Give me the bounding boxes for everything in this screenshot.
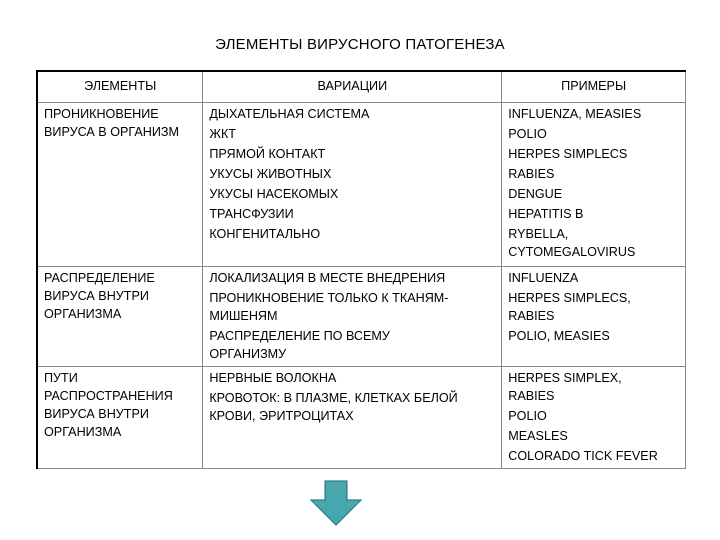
example-item: DENGUE <box>508 187 563 201</box>
element-line: ПУТИ <box>44 371 78 385</box>
element-line: РАСПРЕДЕЛЕНИЕ <box>44 271 155 285</box>
element-line: ВИРУСА ВНУТРИ <box>44 407 149 421</box>
element-line: ВИРУСА В ОРГАНИЗМ <box>44 125 180 139</box>
element-line: ОРГАНИЗМА <box>44 425 122 439</box>
column-header-variations: ВАРИАЦИИ <box>203 71 502 103</box>
column-header-examples: ПРИМЕРЫ <box>502 71 686 103</box>
element-line: ПРОНИКНОВЕНИЕ <box>44 107 159 121</box>
element-line: ВИРУСА ВНУТРИ <box>44 289 149 303</box>
variation-item: РАСПРЕДЕЛЕНИЕ ПО ВСЕМУ <box>209 329 390 343</box>
element-cell <box>37 267 203 367</box>
example-item: HERPES SIMPLECS <box>508 147 628 161</box>
example-item: COLORADO TICK FEVER <box>508 449 658 463</box>
table-row <box>37 267 686 367</box>
variation-item: ЛОКАЛИЗАЦИЯ В МЕСТЕ ВНЕДРЕНИЯ <box>209 271 446 285</box>
variation-item: КОНГЕНИТАЛЬНО <box>209 227 321 241</box>
example-item: POLIO, MEASIES <box>508 329 610 343</box>
table-row <box>37 103 686 267</box>
element-cell <box>37 103 203 267</box>
example-item: POLIO <box>508 409 547 423</box>
down-arrow-icon <box>310 480 362 526</box>
variation-item: ЖКТ <box>209 127 237 141</box>
variation-item: НЕРВНЫЕ ВОЛОКНА <box>209 371 337 385</box>
example-item: INFLUENZA <box>508 271 579 285</box>
element-line: РАСПРОСТРАНЕНИЯ <box>44 389 173 403</box>
examples-cell <box>502 103 686 267</box>
example-item: HERPES SIMPLECS, <box>508 291 631 305</box>
variations-cell <box>203 267 502 367</box>
variation-item: КРОВОТОК: В ПЛАЗМЕ, КЛЕТКАХ БЕЛОЙ <box>209 391 458 405</box>
variation-item: ДЫХАТЕЛЬНАЯ СИСТЕМА <box>209 107 370 121</box>
example-item: RABIES <box>508 309 555 323</box>
variation-item: УКУСЫ ЖИВОТНЫХ <box>209 167 332 181</box>
page-title: ЭЛЕМЕНТЫ ВИРУСНОГО ПАТОГЕНЕЗА <box>215 36 505 53</box>
example-item: RABIES <box>508 389 555 403</box>
down-arrow-shape <box>311 481 361 525</box>
example-item: POLIO <box>508 127 547 141</box>
variations-cell <box>203 103 502 267</box>
column-header-elements: ЭЛЕМЕНТЫ <box>37 71 203 103</box>
example-item: HEPATITIS B <box>508 207 584 221</box>
variation-item: ОРГАНИЗМУ <box>209 347 287 361</box>
examples-cell <box>502 367 686 469</box>
variation-item: ПРЯМОЙ КОНТАКТ <box>209 147 326 161</box>
pathogenesis-table <box>36 70 686 469</box>
example-item: HERPES SIMPLEX, <box>508 371 622 385</box>
element-line: ОРГАНИЗМА <box>44 307 122 321</box>
table-header-row <box>37 71 686 103</box>
variation-item: ТРАНСФУЗИИ <box>209 207 294 221</box>
element-cell <box>37 367 203 469</box>
variation-item: УКУСЫ НАСЕКОМЫХ <box>209 187 339 201</box>
example-item: CYTOMEGALOVIRUS <box>508 245 636 259</box>
example-item: RABIES <box>508 167 555 181</box>
table-row <box>37 367 686 469</box>
example-item: INFLUENZA, MEASIES <box>508 107 642 121</box>
variations-cell <box>203 367 502 469</box>
variation-item: КРОВИ, ЭРИТРОЦИТАХ <box>209 409 354 423</box>
examples-cell <box>502 267 686 367</box>
variation-item: МИШЕНЯМ <box>209 309 278 323</box>
variation-item: ПРОНИКНОВЕНИЕ ТОЛЬКО К ТКАНЯМ- <box>209 291 449 305</box>
example-item: MEASLES <box>508 429 568 443</box>
example-item: RYBELLA, <box>508 227 569 241</box>
